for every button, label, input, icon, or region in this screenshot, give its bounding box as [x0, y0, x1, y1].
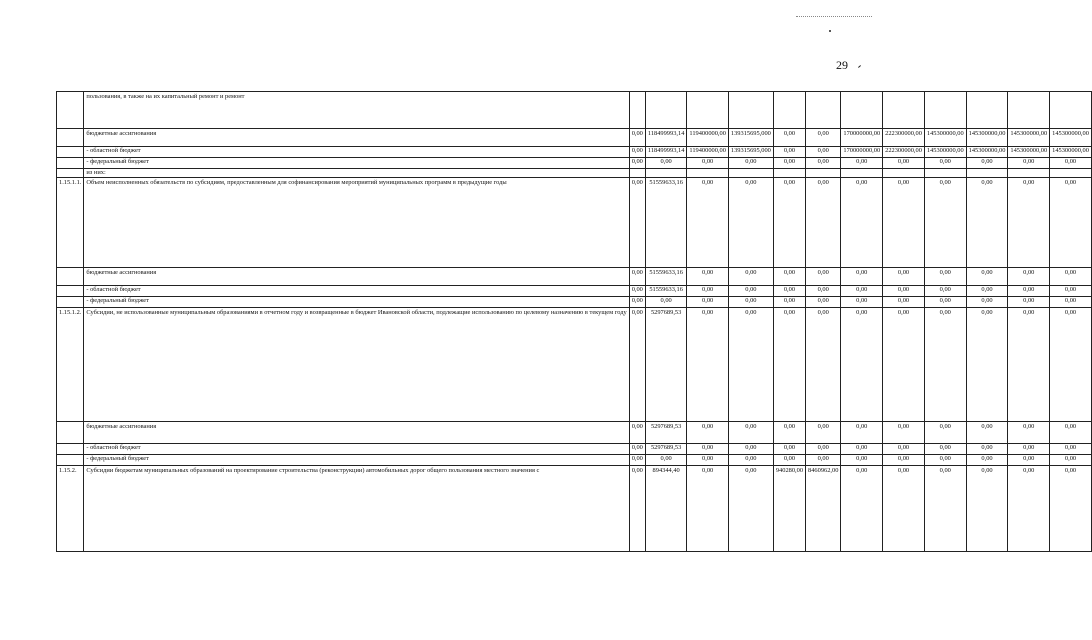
value-cell: 0,00 — [883, 466, 925, 552]
value-cell: 0,00 — [773, 297, 805, 308]
value-cell: 0,00 — [1008, 268, 1050, 286]
budget-table — [56, 91, 1092, 552]
value-cell: 0,00 — [883, 268, 925, 286]
value-cell: 0,00 — [841, 466, 883, 552]
value-cell: 0,00 — [629, 286, 645, 297]
value-cell: 0,00 — [773, 268, 805, 286]
value-cell: 0,00 — [728, 455, 773, 466]
value-cell: 0,00 — [629, 178, 645, 268]
value-cell: 0,00 — [687, 455, 729, 466]
value-cell: 0,00 — [1050, 466, 1092, 552]
value-cell: 0,00 — [883, 158, 925, 169]
value-cell: 170000000,00 — [841, 129, 883, 147]
value-cell: 0,00 — [773, 129, 805, 147]
row-description: Субсидии бюджетам муниципальных образований на проектирование строительства (реконструкции) автомобильных дорог общего пользования местного значения с — [84, 466, 629, 552]
table-row — [57, 129, 1092, 147]
value-cell: 0,00 — [1050, 178, 1092, 268]
value-cell: 145300000,00 — [924, 129, 966, 147]
value-cell — [773, 92, 805, 129]
row-description: - федеральный бюджет — [84, 455, 629, 466]
value-cell: 0,00 — [629, 147, 645, 158]
value-cell: 222300000,00 — [883, 147, 925, 158]
value-cell: 0,00 — [841, 178, 883, 268]
value-cell — [1050, 92, 1092, 129]
value-cell: 0,00 — [806, 297, 841, 308]
value-cell: 0,00 — [841, 297, 883, 308]
value-cell: 0,00 — [924, 297, 966, 308]
row-code: 1.15.2. — [57, 466, 84, 552]
value-cell: 0,00 — [924, 444, 966, 455]
value-cell: 0,00 — [773, 422, 805, 444]
scan-artifact-dot — [829, 30, 831, 32]
value-cell: 0,00 — [1008, 297, 1050, 308]
value-cell: 0,00 — [841, 455, 883, 466]
row-description: - областной бюджет — [84, 444, 629, 455]
value-cell: 0,00 — [1050, 308, 1092, 422]
value-cell: 0,00 — [645, 158, 687, 169]
table-row — [57, 178, 1092, 268]
value-cell: 0,00 — [1050, 158, 1092, 169]
value-cell: 8460962,00 — [806, 466, 841, 552]
value-cell — [728, 169, 773, 178]
value-cell: 0,00 — [924, 286, 966, 297]
value-cell: 145300000,00 — [1050, 129, 1092, 147]
value-cell: 0,00 — [1050, 455, 1092, 466]
value-cell: 894344,40 — [645, 466, 687, 552]
row-description: бюджетные ассигнования — [84, 422, 629, 444]
value-cell: 0,00 — [687, 178, 729, 268]
value-cell: 0,00 — [841, 308, 883, 422]
value-cell — [841, 92, 883, 129]
value-cell: 0,00 — [1050, 444, 1092, 455]
row-code — [57, 268, 84, 286]
row-code — [57, 455, 84, 466]
value-cell: 0,00 — [629, 297, 645, 308]
row-code — [57, 444, 84, 455]
value-cell: 0,00 — [966, 308, 1008, 422]
value-cell: 0,00 — [841, 286, 883, 297]
value-cell: 0,00 — [728, 286, 773, 297]
value-cell: 0,00 — [687, 444, 729, 455]
value-cell: 940280,00 — [773, 466, 805, 552]
value-cell: 0,00 — [883, 444, 925, 455]
value-cell: 0,00 — [728, 422, 773, 444]
value-cell: 0,00 — [645, 455, 687, 466]
value-cell: 0,00 — [1050, 286, 1092, 297]
value-cell: 0,00 — [728, 466, 773, 552]
value-cell: 0,00 — [883, 308, 925, 422]
row-code — [57, 129, 84, 147]
value-cell: 0,00 — [966, 158, 1008, 169]
value-cell: 0,00 — [629, 422, 645, 444]
row-code — [57, 169, 84, 178]
value-cell: 0,00 — [924, 158, 966, 169]
value-cell: 0,00 — [806, 422, 841, 444]
value-cell: 222300000,00 — [883, 129, 925, 147]
value-cell: 0,00 — [966, 268, 1008, 286]
value-cell — [629, 169, 645, 178]
value-cell: 0,00 — [629, 455, 645, 466]
value-cell: 0,00 — [924, 268, 966, 286]
value-cell — [645, 92, 687, 129]
value-cell: 0,00 — [629, 444, 645, 455]
value-cell: 0,00 — [629, 158, 645, 169]
value-cell: 145300000,00 — [966, 129, 1008, 147]
value-cell — [728, 92, 773, 129]
row-description: - федеральный бюджет — [84, 297, 629, 308]
value-cell: 0,00 — [728, 444, 773, 455]
value-cell: 0,00 — [966, 422, 1008, 444]
row-code: 1.15.1.2. — [57, 308, 84, 422]
value-cell: 51559633,16 — [645, 178, 687, 268]
value-cell: 170000000,00 — [841, 147, 883, 158]
row-description: пользования, в также на их капитальный ремонт и ремонт — [84, 92, 629, 129]
value-cell: 0,00 — [806, 444, 841, 455]
row-description: бюджетные ассигнования — [84, 268, 629, 286]
value-cell — [966, 169, 1008, 178]
value-cell: 0,00 — [806, 268, 841, 286]
value-cell: 0,00 — [1008, 455, 1050, 466]
value-cell — [687, 169, 729, 178]
row-code — [57, 92, 84, 129]
value-cell: 145300000,00 — [1008, 129, 1050, 147]
table-row — [57, 286, 1092, 297]
value-cell: 0,00 — [883, 455, 925, 466]
value-cell — [645, 169, 687, 178]
value-cell: 0,00 — [1008, 158, 1050, 169]
row-description: Субсидии, не использованные муниципальным образованиями в отчетном году и возвращенные в бюджет Ивановской области, подлежащие использованию по целевому назначению в текущем году — [84, 308, 629, 422]
row-code — [57, 422, 84, 444]
row-code: 1.15.1.1. — [57, 178, 84, 268]
value-cell — [883, 169, 925, 178]
table-row — [57, 455, 1092, 466]
value-cell: 0,00 — [806, 455, 841, 466]
value-cell: 0,00 — [687, 308, 729, 422]
value-cell: 0,00 — [883, 297, 925, 308]
value-cell — [924, 169, 966, 178]
row-code — [57, 286, 84, 297]
value-cell: 5297689,53 — [645, 444, 687, 455]
value-cell: 0,00 — [629, 129, 645, 147]
value-cell: 145300000,00 — [1050, 147, 1092, 158]
value-cell: 118499993,14 — [645, 129, 687, 147]
value-cell: 0,00 — [1008, 308, 1050, 422]
table-row — [57, 158, 1092, 169]
value-cell: 0,00 — [1008, 466, 1050, 552]
value-cell: 139315695,000 — [728, 129, 773, 147]
value-cell: 119400000,00 — [687, 129, 729, 147]
value-cell — [806, 92, 841, 129]
value-cell: 0,00 — [966, 455, 1008, 466]
value-cell: 0,00 — [806, 147, 841, 158]
value-cell: 0,00 — [966, 466, 1008, 552]
value-cell: 0,00 — [773, 286, 805, 297]
value-cell: 0,00 — [1008, 422, 1050, 444]
value-cell: 0,00 — [1050, 422, 1092, 444]
value-cell: 51559633,16 — [645, 286, 687, 297]
value-cell: 0,00 — [806, 178, 841, 268]
value-cell: 0,00 — [687, 422, 729, 444]
value-cell: 0,00 — [773, 444, 805, 455]
value-cell: 145300000,00 — [966, 147, 1008, 158]
row-description: - федеральный бюджет — [84, 158, 629, 169]
value-cell: 0,00 — [924, 466, 966, 552]
value-cell: 0,00 — [773, 147, 805, 158]
table-row — [57, 268, 1092, 286]
value-cell: 0,00 — [924, 422, 966, 444]
page-number: 29 — [836, 58, 848, 72]
value-cell: 0,00 — [966, 444, 1008, 455]
value-cell: 0,00 — [806, 129, 841, 147]
row-code — [57, 297, 84, 308]
value-cell: 0,00 — [645, 297, 687, 308]
value-cell — [806, 169, 841, 178]
value-cell: 0,00 — [728, 297, 773, 308]
table-row — [57, 169, 1092, 178]
value-cell: 0,00 — [841, 268, 883, 286]
table-row — [57, 147, 1092, 158]
value-cell — [629, 92, 645, 129]
value-cell: 0,00 — [924, 455, 966, 466]
value-cell — [841, 169, 883, 178]
value-cell: 0,00 — [773, 308, 805, 422]
value-cell: 0,00 — [773, 455, 805, 466]
value-cell: 0,00 — [966, 178, 1008, 268]
value-cell: 0,00 — [841, 158, 883, 169]
value-cell: 0,00 — [841, 422, 883, 444]
value-cell: 0,00 — [806, 286, 841, 297]
value-cell: 139315695,000 — [728, 147, 773, 158]
value-cell: 0,00 — [629, 466, 645, 552]
value-cell: 5297689,53 — [645, 308, 687, 422]
table-row — [57, 422, 1092, 444]
value-cell: 0,00 — [806, 158, 841, 169]
table-body — [57, 92, 1092, 552]
value-cell: 0,00 — [924, 178, 966, 268]
value-cell — [1008, 169, 1050, 178]
value-cell — [883, 92, 925, 129]
row-description: из них: — [84, 169, 629, 178]
value-cell: 0,00 — [629, 268, 645, 286]
value-cell — [1008, 92, 1050, 129]
value-cell: 0,00 — [806, 308, 841, 422]
table-row — [57, 308, 1092, 422]
value-cell: 0,00 — [924, 308, 966, 422]
row-description: - областной бюджет — [84, 286, 629, 297]
value-cell: 0,00 — [1050, 297, 1092, 308]
table-row — [57, 466, 1092, 552]
value-cell: 0,00 — [1008, 444, 1050, 455]
value-cell — [1050, 169, 1092, 178]
value-cell: 0,00 — [687, 158, 729, 169]
value-cell: 0,00 — [728, 268, 773, 286]
table-row — [57, 444, 1092, 455]
value-cell: 0,00 — [966, 297, 1008, 308]
value-cell: 0,00 — [629, 308, 645, 422]
value-cell: 0,00 — [728, 308, 773, 422]
row-code — [57, 147, 84, 158]
value-cell: 5297689,53 — [645, 422, 687, 444]
value-cell: 0,00 — [1008, 178, 1050, 268]
scan-artifact-line — [796, 16, 872, 18]
scan-artifact-tick — [858, 65, 861, 68]
value-cell — [687, 92, 729, 129]
value-cell: 0,00 — [841, 444, 883, 455]
value-cell: 145300000,00 — [1008, 147, 1050, 158]
value-cell: 0,00 — [687, 268, 729, 286]
value-cell — [966, 92, 1008, 129]
value-cell: 51559633,16 — [645, 268, 687, 286]
table-row — [57, 92, 1092, 129]
value-cell — [773, 169, 805, 178]
value-cell: 0,00 — [773, 158, 805, 169]
value-cell: 0,00 — [1008, 286, 1050, 297]
row-description: - областной бюджет — [84, 147, 629, 158]
row-description: бюджетные ассигнования — [84, 129, 629, 147]
value-cell: 0,00 — [687, 286, 729, 297]
value-cell — [924, 92, 966, 129]
value-cell: 0,00 — [773, 178, 805, 268]
table-row — [57, 297, 1092, 308]
value-cell: 0,00 — [966, 286, 1008, 297]
value-cell: 119400000,00 — [687, 147, 729, 158]
row-description: Объем неисполненных обязательств по субсидиям, предоставленным для софинансирования мероприятий муниципальных программ в предыдущие годы — [84, 178, 629, 268]
value-cell: 0,00 — [728, 158, 773, 169]
value-cell: 145300000,00 — [924, 147, 966, 158]
value-cell: 0,00 — [1050, 268, 1092, 286]
value-cell: 0,00 — [883, 422, 925, 444]
value-cell: 0,00 — [687, 297, 729, 308]
value-cell: 0,00 — [728, 178, 773, 268]
value-cell: 0,00 — [883, 286, 925, 297]
value-cell: 118499993,14 — [645, 147, 687, 158]
value-cell: 0,00 — [883, 178, 925, 268]
row-code — [57, 158, 84, 169]
value-cell: 0,00 — [687, 466, 729, 552]
